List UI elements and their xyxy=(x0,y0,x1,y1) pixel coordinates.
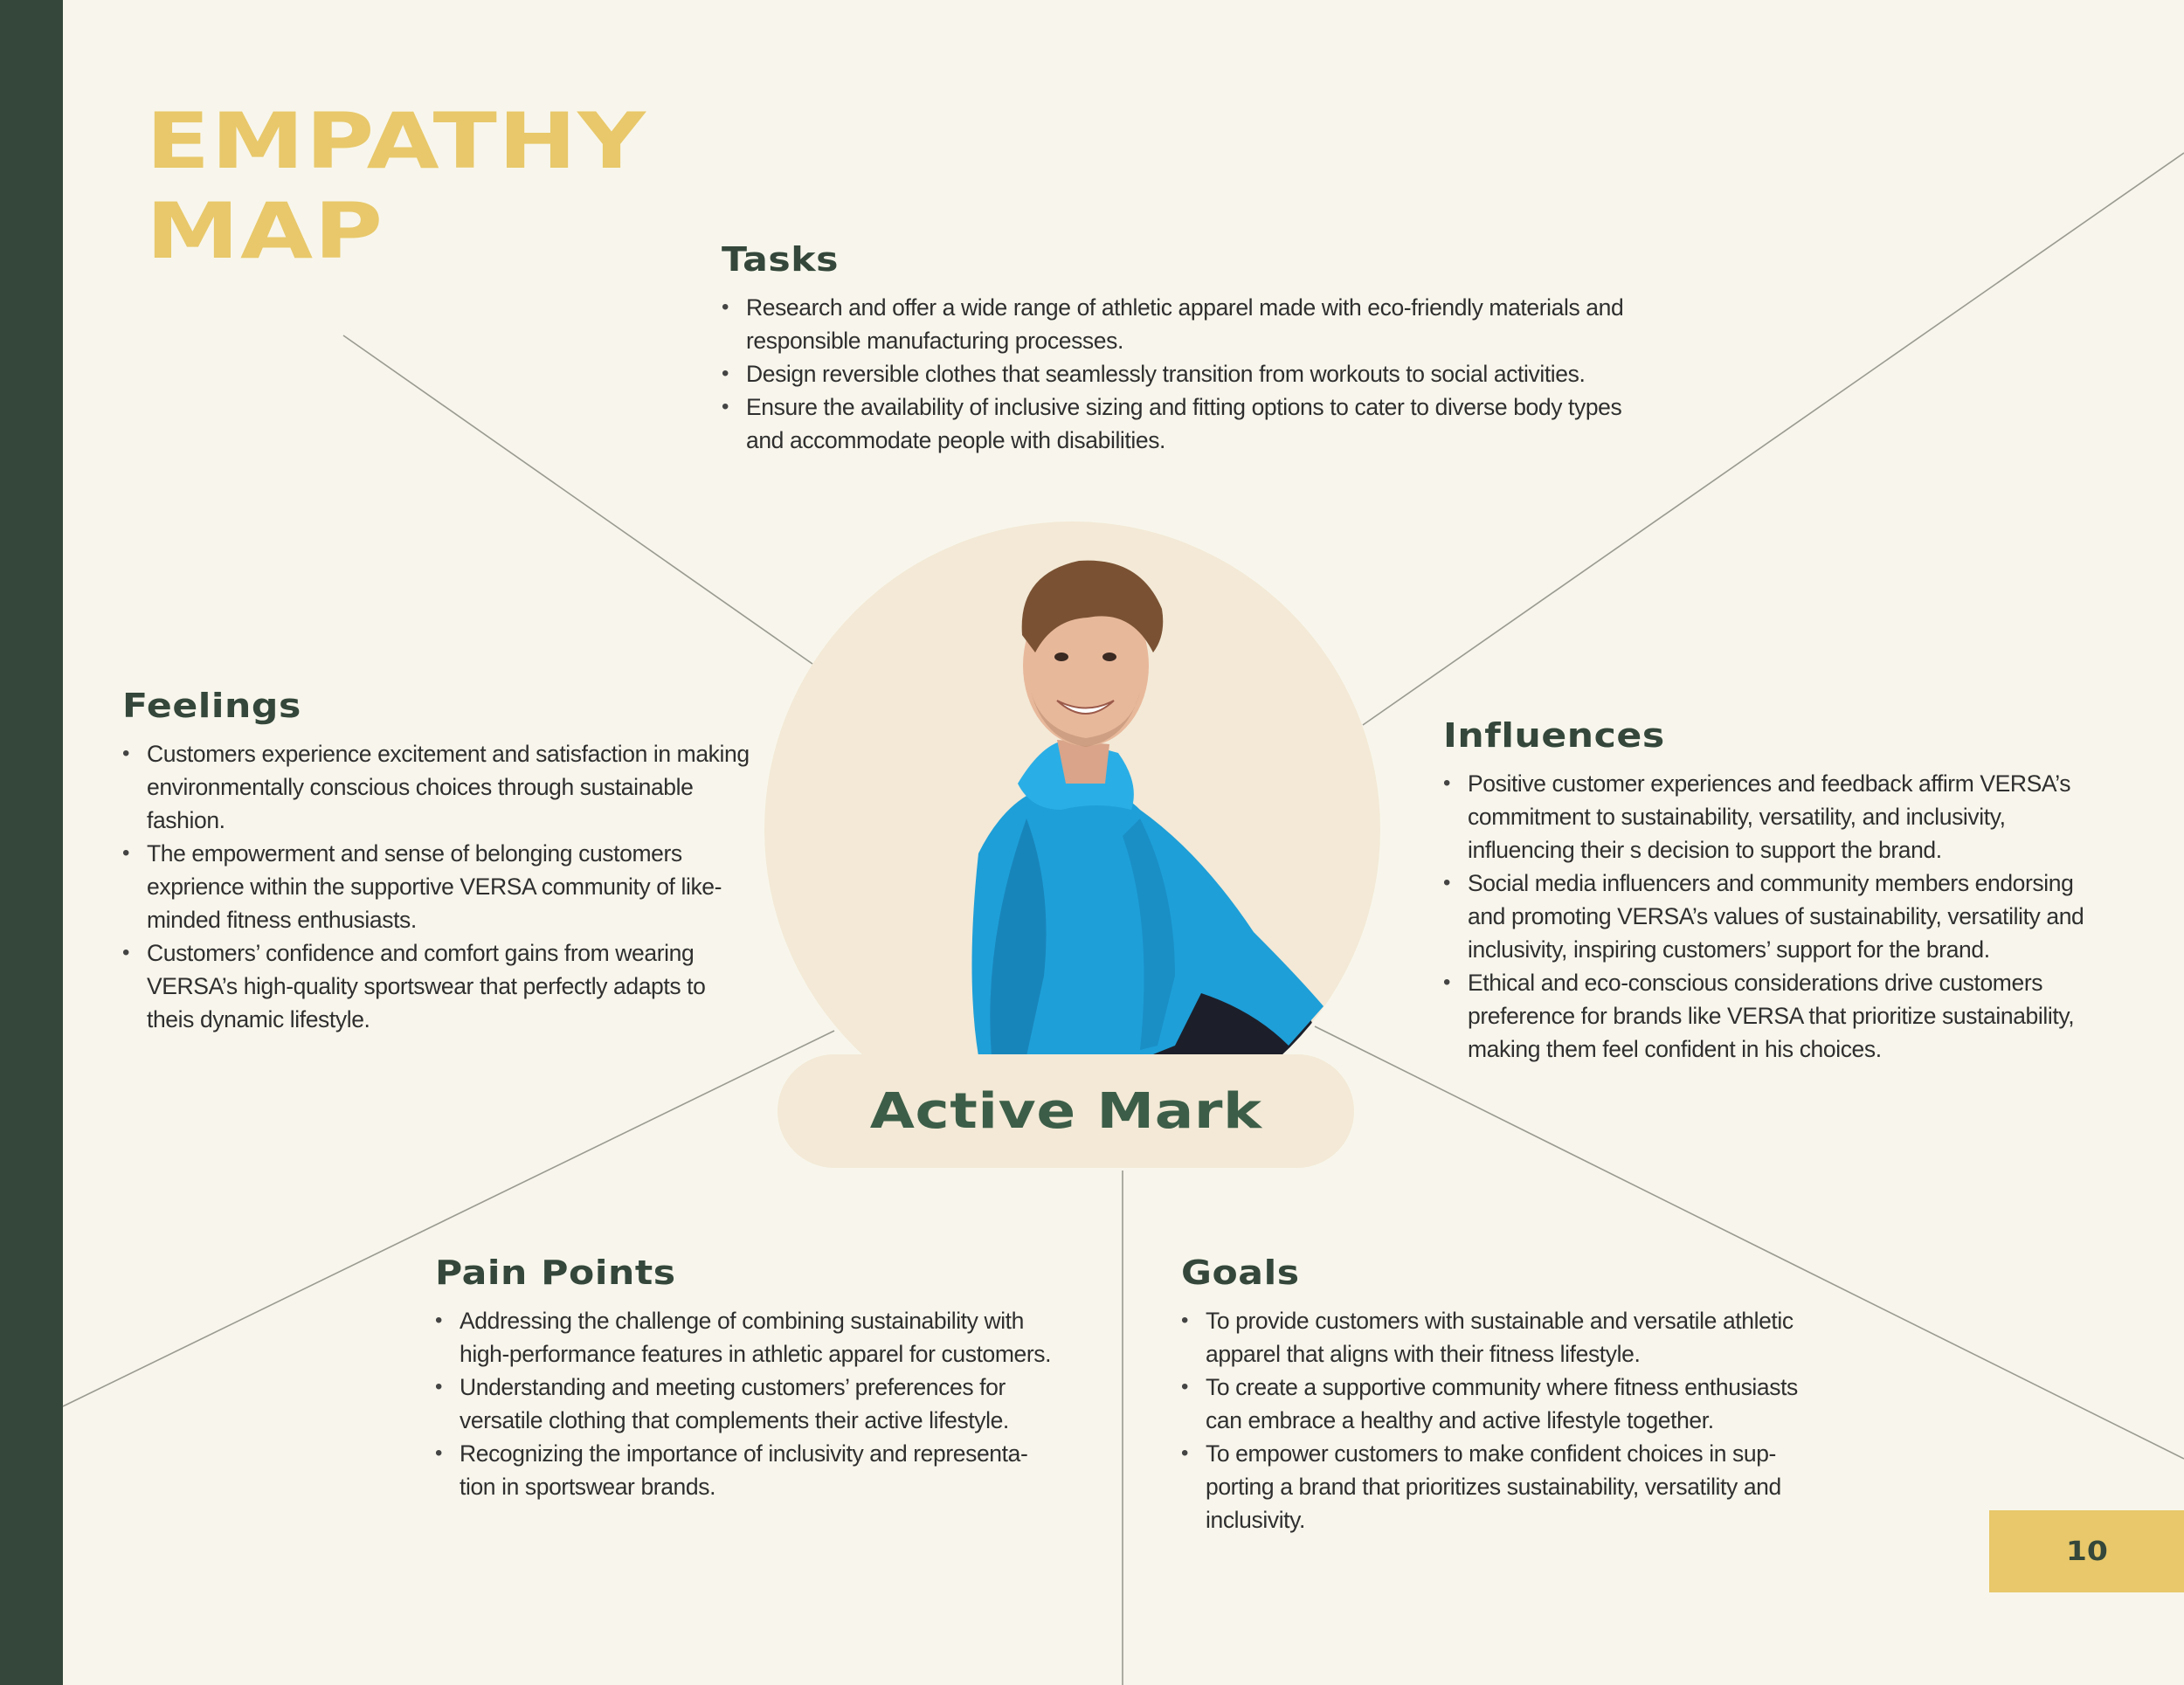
page-title xyxy=(146,96,646,276)
pain-points-item: • Addressing the challenge of combining sustainability with high-performance features in athletic apparel for customers. xyxy=(435,1304,1064,1371)
pain-points-item: • Recognizing the importance of inclusivity and representa- tion in sportswear brands. xyxy=(435,1437,1064,1503)
tasks-heading: Tasks xyxy=(722,240,840,279)
feelings-item: • Customers’ confidence and comfort gains from wearing VERSA’s high-quality sportswear that perfectly adapts to theis dynamic lifestyle. xyxy=(122,936,751,1036)
goals-heading: Goals xyxy=(1181,1253,1300,1292)
persona-photo xyxy=(764,521,1380,1137)
tasks-section xyxy=(722,240,1656,457)
influences-item: • Ethical and eco-conscious considerations drive customers preference for brands like VERSA that prioritize sustainability, making them feel confident in his choices. xyxy=(1443,966,2116,1066)
goals-item: • To empower customers to make confident choices in sup- porting a brand that prioritizes sustainability, versatility and inclusivity. xyxy=(1181,1437,1836,1537)
influences-section xyxy=(1443,716,2116,1066)
feelings-list xyxy=(122,737,751,1036)
goals-section xyxy=(1181,1253,1836,1537)
persona-name: Active Mark xyxy=(869,1082,1262,1140)
persona-photo-circle xyxy=(764,521,1380,1137)
influences-item: • Social media influencers and community members endorsing and promoting VERSA’s values of sustainability, versatility and inclusivity, inspiring customers’ support for the brand. xyxy=(1443,867,2116,966)
pain-points-section xyxy=(435,1253,1064,1503)
page-number: 10 xyxy=(2065,1536,2108,1567)
influences-list xyxy=(1443,767,2116,1066)
tasks-item: • Ensure the availability of inclusive sizing and fitting options to cater to diverse body types and accommodate people with disabilities. xyxy=(722,390,1656,457)
feelings-item: • The empowerment and sense of belonging customers exprience within the supportive VERSA community of like-minded fitness enthusiasts. xyxy=(122,837,751,936)
goals-item: • To provide customers with sustainable and versatile athletic apparel that aligns with their fitness lifestyle. xyxy=(1181,1304,1836,1371)
goals-list xyxy=(1181,1304,1836,1537)
influences-heading: Influences xyxy=(1443,716,1665,755)
influences-item: • Positive customer experiences and feedback affirm VERSA’s commitment to sustainability, versatility, and inclusivity, influencing their s decision to support the brand. xyxy=(1443,767,2116,867)
feelings-item: • Customers experience excitement and satisfaction in making environmentally conscious choices through sustainable fashion. xyxy=(122,737,751,837)
tasks-item: • Research and offer a wide range of athletic apparel made with eco-friendly materials and responsible manufacturing processes. xyxy=(722,291,1656,357)
pain-points-list xyxy=(435,1304,1064,1503)
pain-points-item: • Understanding and meeting customers’ preferences for versatile clothing that complements their active lifestyle. xyxy=(435,1371,1064,1437)
title-line-2: MAP xyxy=(146,186,384,276)
goals-item: • To create a supportive community where fitness enthusiasts can embrace a healthy and active lifestyle together. xyxy=(1181,1371,1836,1437)
title-line-1: EMPATHY xyxy=(146,96,647,186)
feelings-section xyxy=(122,687,751,1036)
tasks-list xyxy=(722,291,1656,457)
feelings-heading: Feelings xyxy=(122,687,301,725)
page-number-badge xyxy=(1989,1510,2184,1592)
pain-points-heading: Pain Points xyxy=(435,1253,676,1292)
tasks-item: • Design reversible clothes that seamlessly transition from workouts to social activities. xyxy=(722,357,1656,390)
persona-name-badge xyxy=(778,1054,1354,1168)
